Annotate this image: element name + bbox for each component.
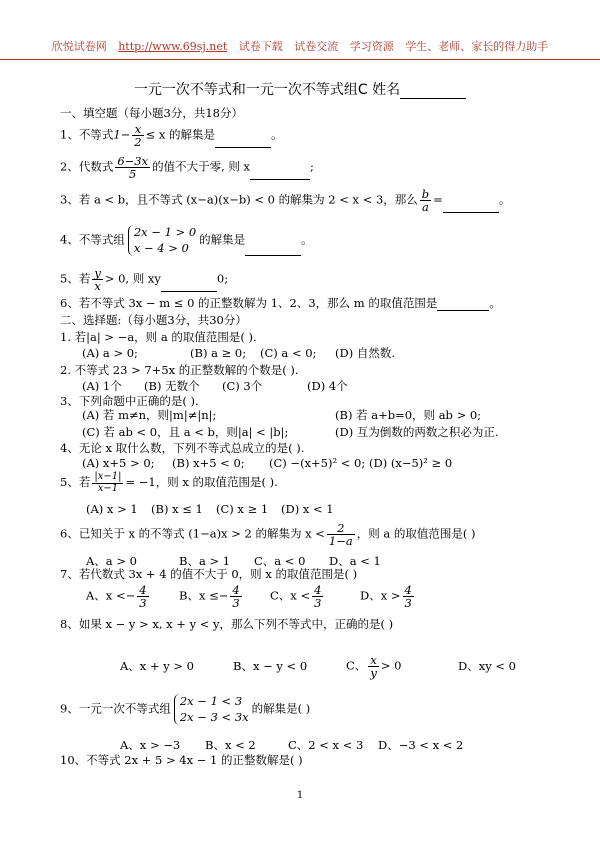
question-1: 1、不等式1− $\frac{x}{2}$ ≤ x 的解集是 。 [60, 122, 283, 150]
section-choice: 二、选择题:（每小题3分，共30分） [60, 313, 247, 327]
question-4: 4、不等式组2x − 1 > 0 x − 4 > 0的解集是 。 [60, 225, 313, 255]
choice-3-stem: 3、下列命题中正确的是( ). [60, 394, 199, 408]
option[interactable]: (D) 互为倒数的两数之积必为正. [335, 425, 499, 439]
choice-5-stem: 5、若 $\frac{|x-1|}{x-1}$ = −1，则 x 的取值范围是( ). [60, 471, 278, 494]
choice-4-options [82, 456, 452, 470]
option[interactable]: (D) x < 1 [281, 502, 334, 516]
question-3: 3、若 a < b，且不等式 (x−a)(x−b) < 0 的解集为 2 < x < 3，那么 $\frac{b}{a}$ = 。 [60, 187, 511, 215]
header-link-exchange[interactable]: 试卷交流 [294, 40, 339, 53]
option[interactable]: D、xy < 0 [458, 658, 516, 673]
option[interactable]: A、x + y > 0 [120, 658, 194, 673]
option[interactable]: (B) 若 a+b=0，则 ab > 0; [335, 408, 482, 422]
page-number: 1 [296, 790, 304, 801]
option[interactable]: (B) x ≤ 1 [151, 502, 203, 516]
choice-4-stem: 4、无论 x 取什么数，下列不等式总成立的是( ). [60, 441, 305, 455]
option[interactable]: (B) 无数个 [144, 379, 200, 393]
answer-blank-2[interactable] [250, 167, 310, 180]
option[interactable]: (C) 3个 [222, 379, 263, 393]
question-5: 5、若 $\frac{y}{x}$ > 0, 则 xy 0; [60, 266, 229, 294]
choice-7-options [86, 584, 416, 609]
header-divider [0, 59, 600, 60]
choice-8-options [120, 654, 516, 679]
choice-3-options-row2 [82, 424, 499, 440]
site-name: 欣悦试卷网 [51, 40, 107, 53]
name-blank[interactable] [400, 86, 466, 99]
question-2: 2、代数式 $\frac{6-3x}{5}$ 的值不大于零, 则 x ; [60, 154, 314, 182]
choice-3-options-row1 [82, 407, 481, 423]
option[interactable]: (A) 1个 [82, 379, 122, 393]
option[interactable]: D、−3 < x < 2 [378, 738, 464, 752]
option[interactable]: (D) 4个 [307, 379, 348, 393]
name-label: 姓名 [372, 82, 401, 98]
option[interactable]: C、a < 0 [254, 554, 306, 568]
option[interactable]: (B) a ≥ 0; [190, 346, 247, 360]
choice-9-stem: 9、一元一次不等式组2x − 1 < 3 2x − 3 < 3x的解集是( ) [60, 694, 311, 724]
choice-6-stem: 6、已知关于 x 的不等式 (1−a)x > 2 的解集为 x < $\frac{2}{1-a}$ ，则 a 的取值范围是( ) [60, 521, 476, 549]
choice-10-stem: 10、不等式 2x + 5 > 4x − 1 的正整数解是( ) [60, 753, 303, 767]
option[interactable]: B、x − y < 0 [233, 658, 308, 673]
option[interactable]: (C) a < 0; [260, 346, 317, 360]
choice-1-options [82, 345, 502, 361]
option[interactable]: (C) x ≥ 1 [216, 502, 269, 516]
answer-blank-1[interactable] [215, 135, 271, 148]
site-header [0, 38, 600, 54]
choice-2-stem: 2. 不等式 23 > 7+5x 的正整数解的个数是( ). [60, 363, 299, 377]
option[interactable]: (A) x > 1 [86, 502, 138, 516]
option[interactable]: (A) a > 0; [82, 346, 138, 360]
option[interactable]: B、a > 1 [179, 554, 231, 568]
option[interactable]: A、x > −3 [120, 738, 181, 752]
header-link-download[interactable]: 试卷下载 [238, 40, 283, 53]
header-link-resources[interactable]: 学习资源 [349, 40, 394, 53]
option[interactable]: (A) 若 m≠n，则|m|≠|n|; [82, 408, 217, 422]
answer-blank-4[interactable] [245, 243, 301, 256]
answer-blank-3[interactable] [443, 200, 499, 213]
option[interactable]: (B) x+5 < 0; [172, 456, 245, 470]
option[interactable]: A、x <− $\frac{4}{3}$ [86, 583, 147, 611]
option[interactable]: (C) −(x+5)² < 0; [269, 456, 366, 470]
option[interactable]: (A) x+5 > 0; [82, 456, 155, 470]
choice-9-options [120, 737, 463, 753]
question-6: 6、若不等式 3x − m ≤ 0 的正整数解为 1、2、3，那么 m 的取值范围是 。 [60, 296, 501, 310]
option[interactable]: (D) (x−5)² ≥ 0 [369, 456, 453, 470]
choice-1-stem: 1. 若|a| > −a，则 a 的取值范围是( ). [60, 330, 257, 344]
option[interactable]: C、 $\frac{x}{y}$ > 0 [346, 653, 402, 681]
option[interactable]: C、x < $\frac{4}{3}$ [270, 583, 322, 611]
page-title: 一元一次不等式和一元一次不等式组C 姓名 [0, 79, 600, 99]
choice-8-stem: 8、如果 x − y > x, x + y < y，那么下列不等式中，正确的是( ) [60, 617, 394, 631]
choice-2-options [82, 378, 348, 394]
site-url[interactable]: http://www.69sj.net [118, 40, 228, 53]
option[interactable]: B、x ≤− $\frac{4}{3}$ [179, 583, 240, 611]
header-link-helper[interactable]: 学生、老师、家长的得力助手 [405, 40, 549, 53]
answer-blank-6[interactable] [437, 298, 489, 311]
option[interactable]: D、a < 1 [329, 554, 381, 568]
section-fill-in: 一、填空题（每小题3分，共18分） [60, 106, 243, 120]
option[interactable]: (D) 自然数. [335, 346, 396, 360]
option[interactable]: B、x < 2 [205, 738, 256, 752]
choice-7-stem: 7、若代数式 3x + 4 的值不大于 0，则 x 的取值范围是( ) [60, 567, 358, 581]
option[interactable]: A、a > 0 [86, 554, 137, 568]
answer-blank-5[interactable] [161, 279, 217, 292]
option[interactable]: (C) 若 ab < 0，且 a < b，则|a| < |b|; [82, 425, 289, 439]
option[interactable]: C、2 < x < 3 [288, 738, 364, 752]
choice-5-options [86, 502, 334, 516]
option[interactable]: D、x > $\frac{4}{3}$ [360, 583, 412, 611]
